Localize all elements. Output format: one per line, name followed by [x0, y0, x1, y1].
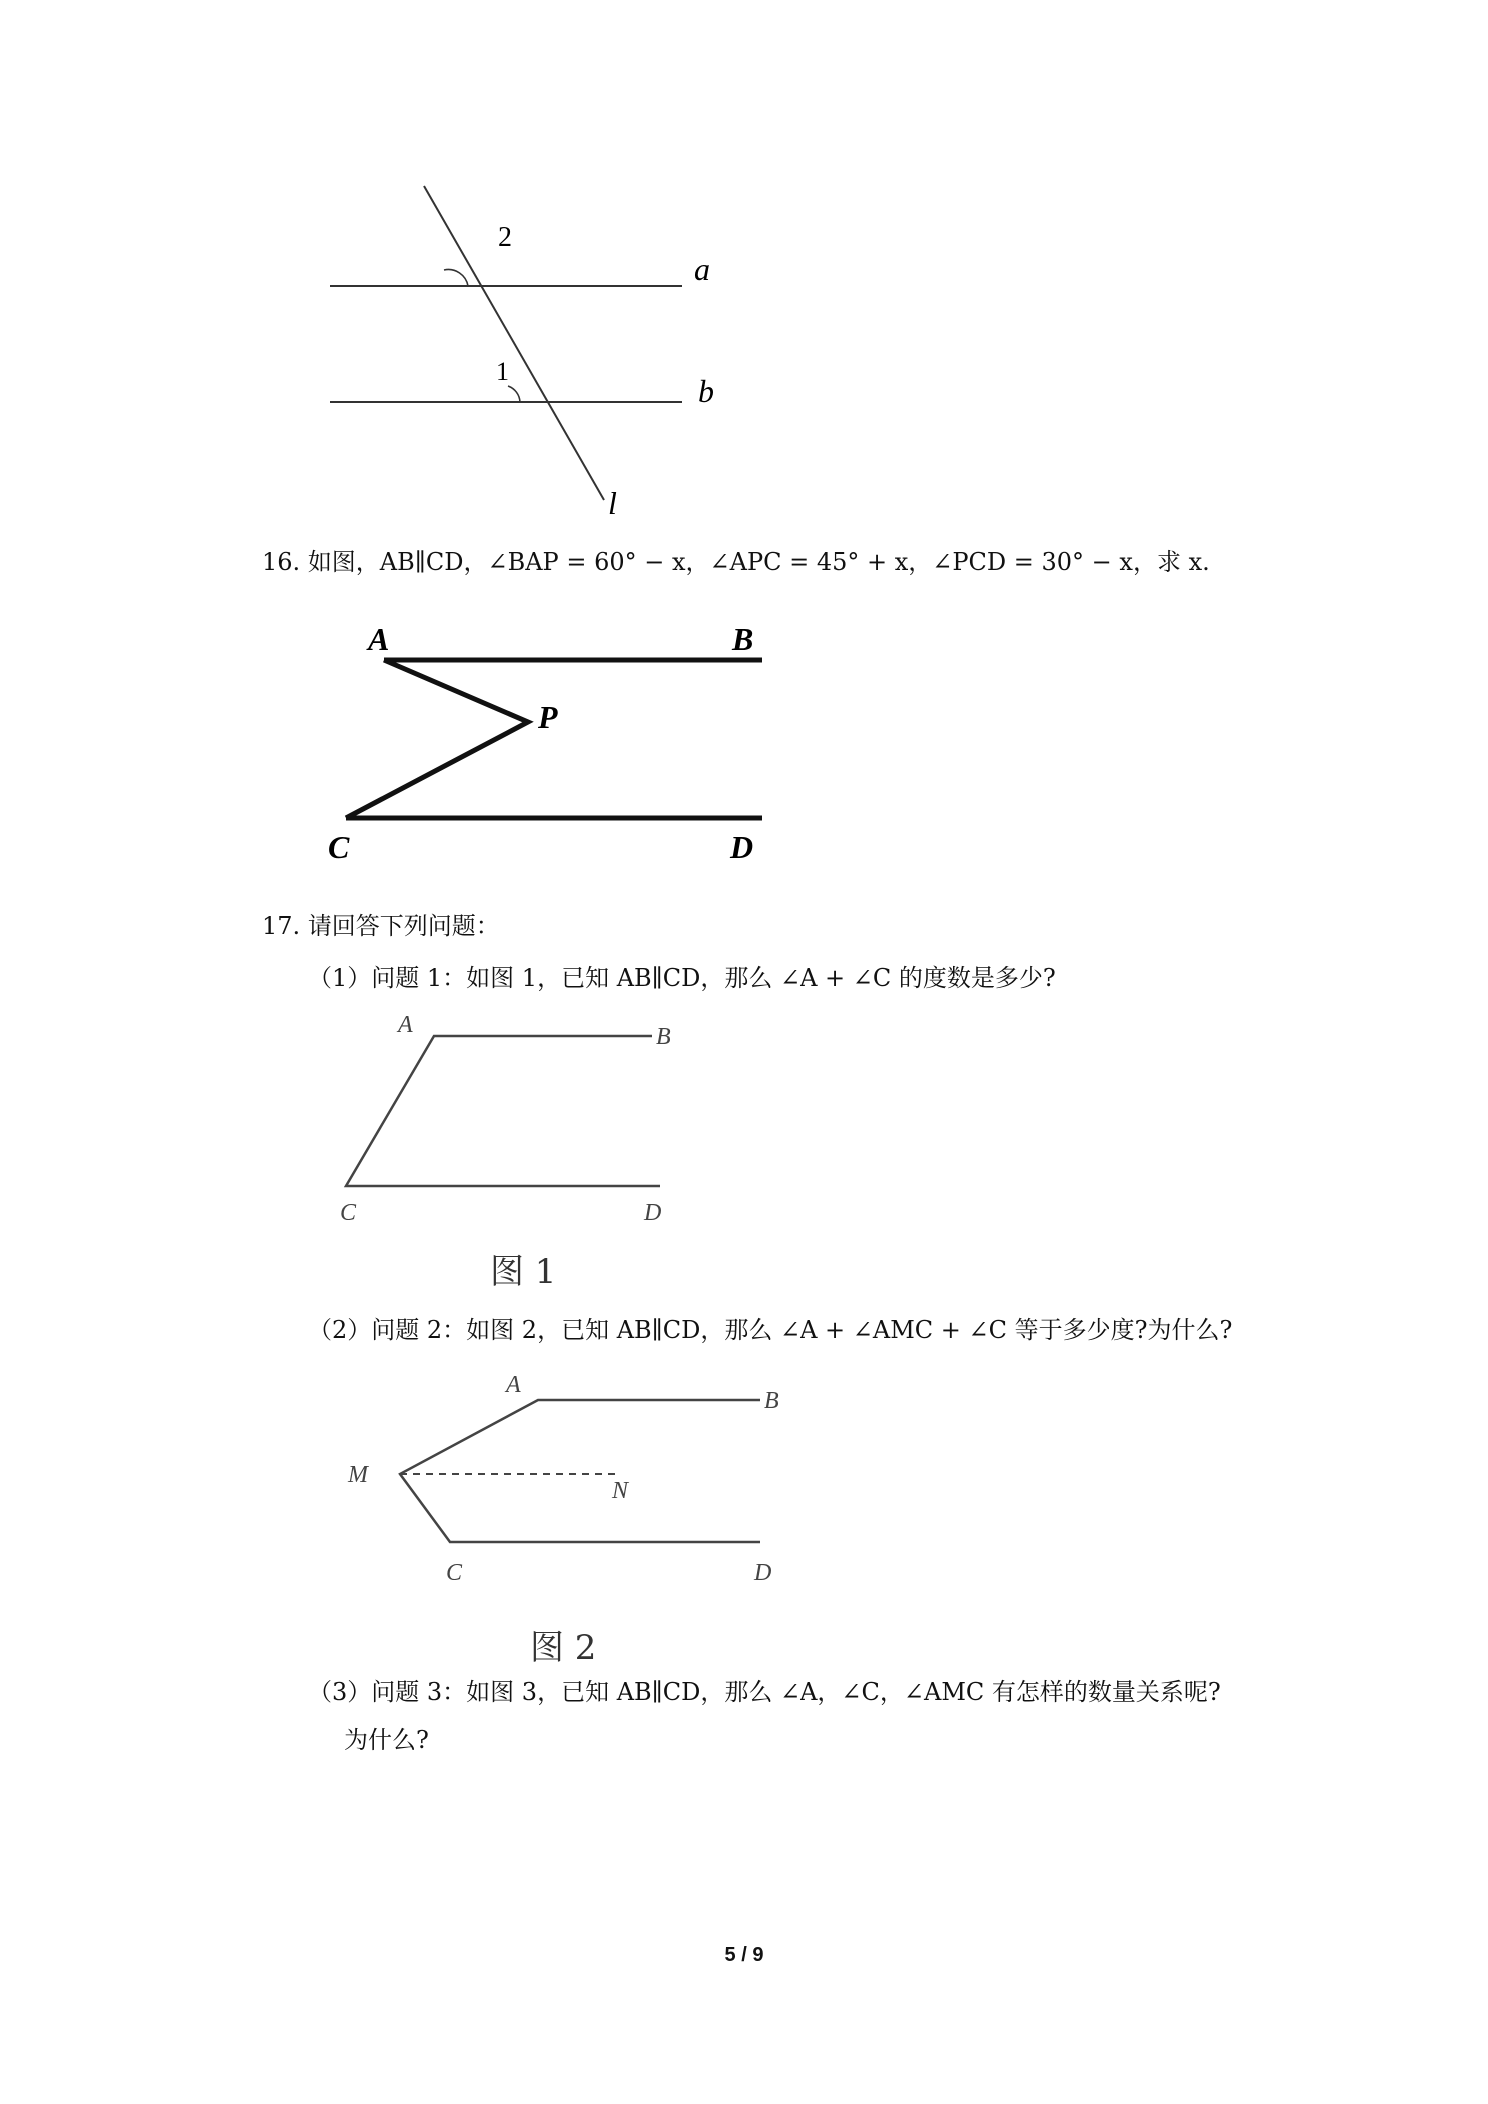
figure-2-label-D: D: [754, 1560, 772, 1586]
figure-2-label-B: B: [764, 1388, 779, 1414]
angle-2-arc: [444, 270, 468, 286]
question-17-part-1: （1）问题 1：如图 1，已知 AB∥CD，那么 ∠A + ∠C 的度数是多少?: [308, 964, 1056, 992]
question-16: [262, 546, 1210, 578]
figure-2-caption: 图 2: [530, 1628, 597, 1668]
label-D: D: [730, 829, 754, 865]
figure-1-lines: [346, 1036, 660, 1186]
label-angle-1: 1: [496, 357, 509, 386]
question-16-text: 如图，AB∥CD，∠BAP = 60° − x，∠APC = 45° + x，∠PCD = 30° − x，求 x.: [307, 548, 1210, 576]
figure-1-label-A: A: [398, 1012, 413, 1038]
figure-1-label-D: D: [644, 1200, 662, 1226]
line-l: [424, 186, 604, 500]
zigzag-A-P-C: [346, 660, 528, 818]
label-line-b: b: [698, 373, 714, 409]
question-17-intro-text: 请回答下列问题：: [307, 912, 500, 940]
question-17-number: 17.: [262, 912, 301, 940]
question-17-part-3-line-2: 为什么?: [344, 1726, 429, 1754]
label-line-l: l: [608, 485, 617, 521]
question-17-part-2: （2）问题 2：如图 2，已知 AB∥CD，那么 ∠A + ∠AMC + ∠C 等于多少度?为什么?: [308, 1316, 1233, 1344]
label-C: C: [328, 829, 350, 865]
label-B: B: [732, 621, 754, 657]
figure-2-label-N: N: [612, 1478, 629, 1504]
label-A: A: [368, 621, 390, 657]
page-number: 5 / 9: [724, 1944, 764, 1966]
question-17-part-3-line-1: （3）问题 3：如图 3，已知 AB∥CD，那么 ∠A，∠C，∠AMC 有怎样的数量关系呢?: [308, 1678, 1221, 1706]
label-angle-2: 2: [498, 222, 512, 253]
figure-q16: [320, 612, 780, 872]
question-17-intro: [262, 910, 500, 942]
figure-2-A-M-C: [400, 1400, 760, 1542]
question-16-number: 16.: [262, 548, 301, 576]
figure-2-label-A: A: [506, 1372, 521, 1398]
figure-2-label-C: C: [446, 1560, 463, 1586]
figure-1: [330, 1010, 690, 1230]
figure-2-label-M: M: [348, 1462, 368, 1488]
figure-parallel-lines-transversal: [320, 180, 760, 530]
label-line-a: a: [694, 251, 710, 287]
figure-1-label-B: B: [656, 1024, 671, 1050]
figure-2: [340, 1364, 800, 1594]
label-P: P: [538, 699, 558, 735]
figure-1-label-C: C: [340, 1200, 357, 1226]
figure-1-caption: 图 1: [490, 1252, 557, 1292]
angle-1-arc: [508, 386, 520, 402]
